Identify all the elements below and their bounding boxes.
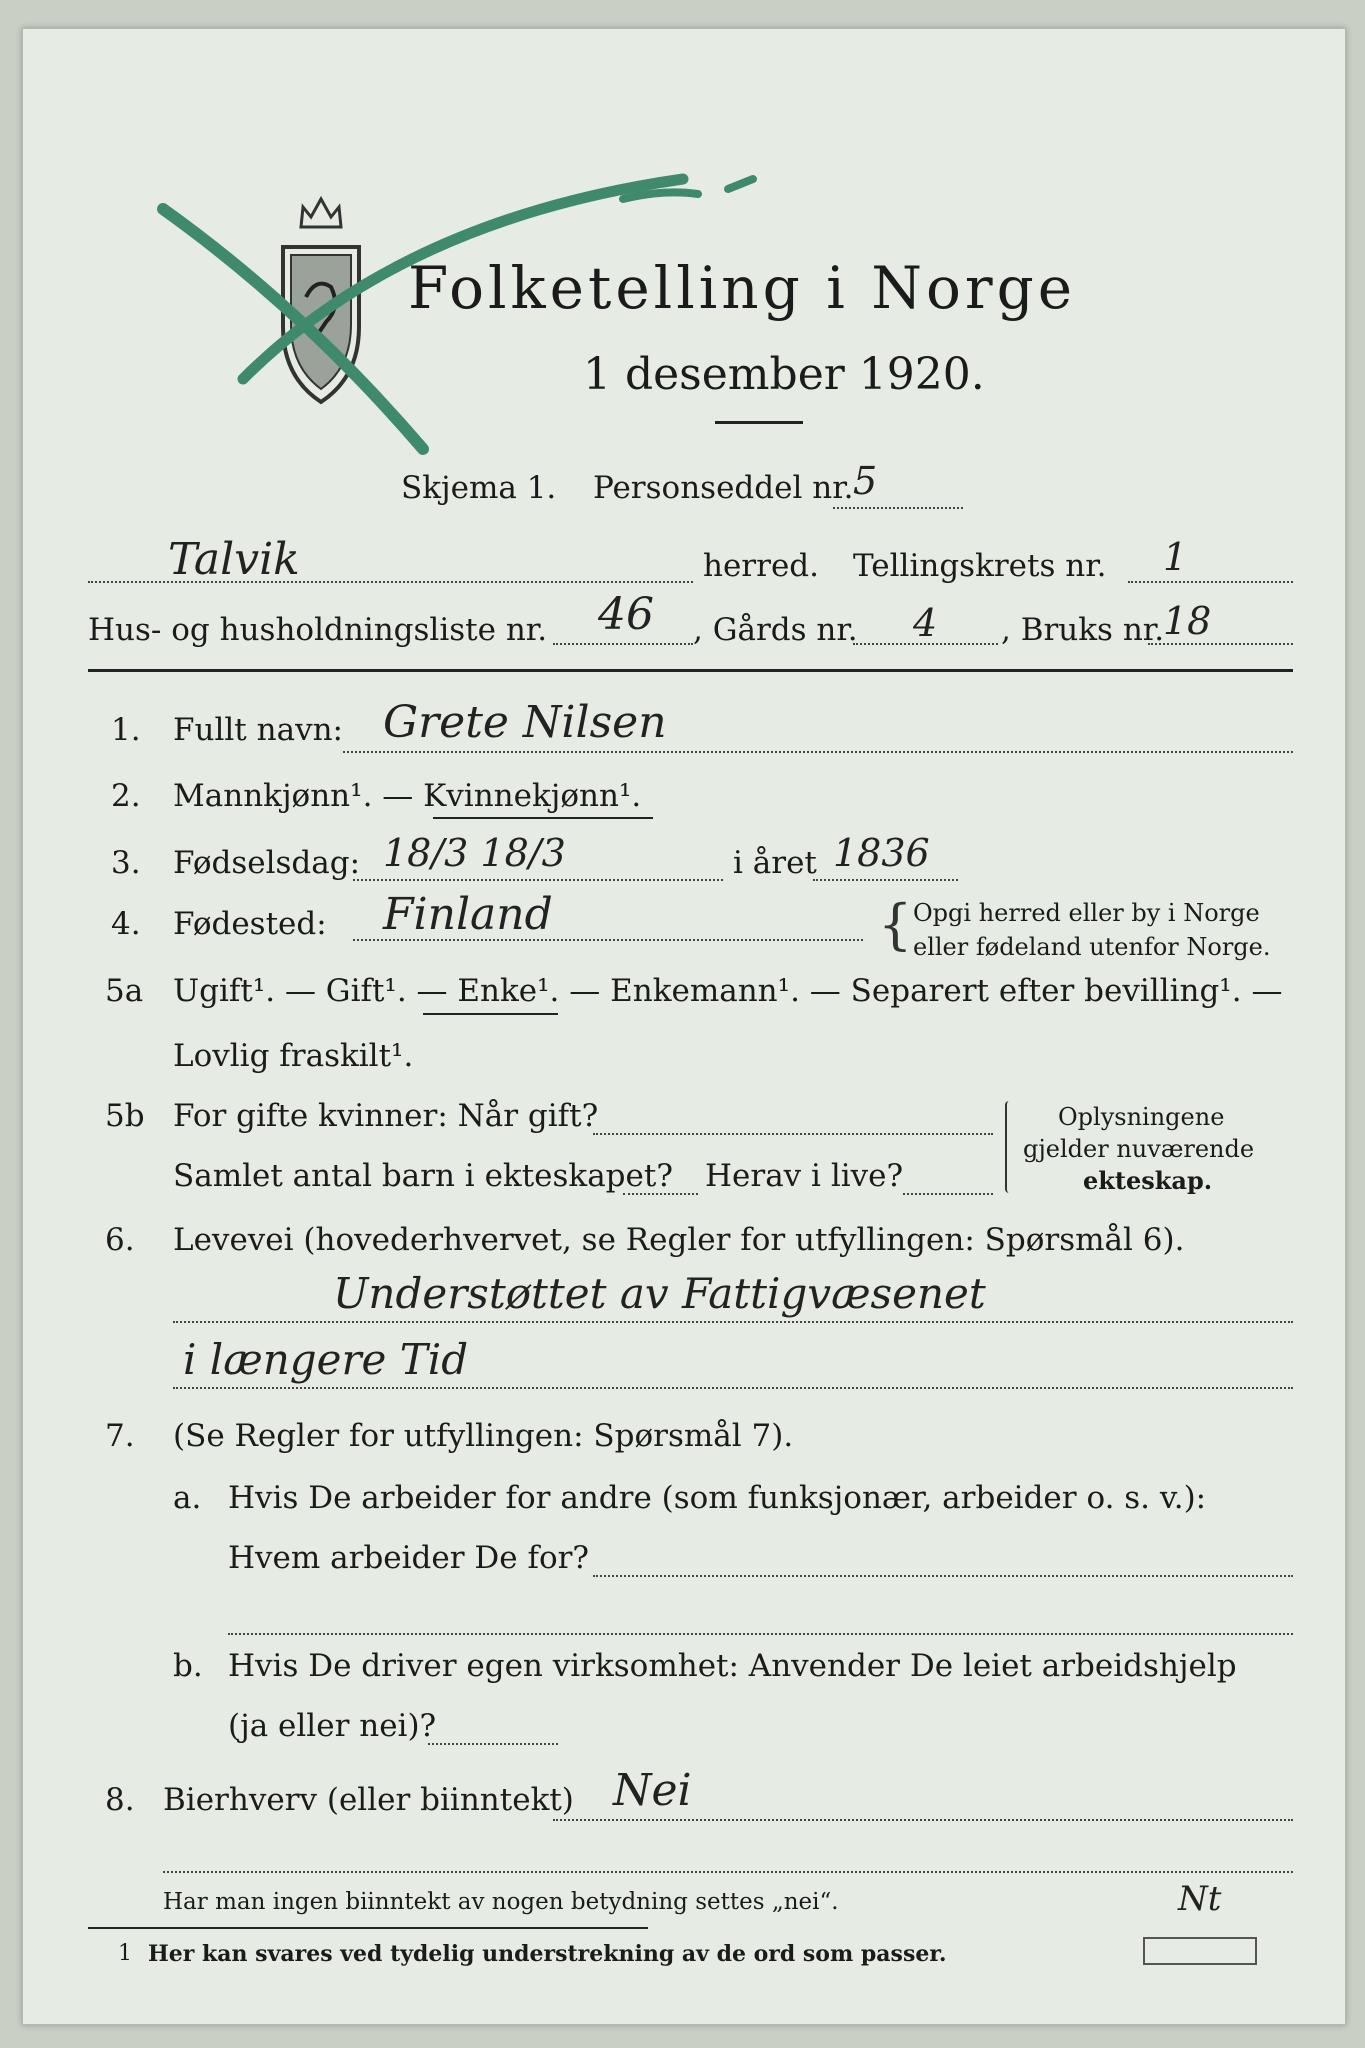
q7b-line1: Hvis De driver egen virksomhet: Anvender De leiet arbeidshjelp [228, 1648, 1237, 1684]
q7a-number: a. [173, 1480, 202, 1516]
form-date: 1 desember 1920. [583, 349, 985, 400]
q6-label: Levevei (hovederhvervet, se Regler for utfyllingen: Spørsmål 6). [173, 1222, 1185, 1258]
q2-label: Mannkjønn¹. — Kvinnekjønn¹. [173, 778, 642, 814]
tellingskrets-value: 1 [1163, 535, 1188, 579]
husliste-line [553, 643, 693, 645]
schema-label: Skjema 1. [401, 470, 557, 506]
q4-note-line1: Opgi herred eller by i Norge [913, 899, 1260, 927]
q3-line [353, 879, 723, 881]
gards-label: , Gårds nr. [693, 612, 858, 648]
q8-value: Nei [613, 1765, 692, 1816]
census-form-sheet [22, 28, 1346, 2025]
q6-number: 6. [105, 1222, 135, 1258]
q7a-field2 [228, 1633, 1293, 1635]
q5a-underline-mark [423, 1013, 558, 1015]
q4-note-line2: eller fødeland utenfor Norge. [913, 933, 1271, 961]
header-divider [88, 669, 1293, 672]
q5a-line1: Ugift¹. — Gift¹. — Enke¹. — Enkemann¹. — Separert efter bevilling¹. — [173, 973, 1283, 1009]
personseddel-value: 5 [853, 459, 878, 503]
q3-year-line [813, 879, 958, 881]
q5b-number: 5b [105, 1098, 145, 1134]
husliste-label: Hus- og husholdningsliste nr. [88, 612, 548, 648]
bruks-label: , Bruks nr. [1001, 612, 1165, 648]
q8-label: Bierhverv (eller biinntekt) [163, 1782, 574, 1818]
printer-stamp [1143, 1937, 1257, 1965]
gards-line [853, 643, 998, 645]
personseddel-label: Personseddel nr. [593, 470, 854, 506]
bruks-value: 18 [1163, 599, 1212, 643]
footer-note: Har man ingen biinntekt av nogen betydning settes „nei“. [163, 1889, 839, 1915]
q2-underline-mark [433, 817, 653, 819]
title-divider [715, 421, 803, 424]
q1-number: 1. [111, 712, 141, 748]
q5b-alive-field [903, 1193, 993, 1195]
gards-value: 4 [913, 601, 938, 645]
q5b-line2: Samlet antal barn i ekteskapet? [173, 1158, 673, 1194]
q2-number: 2. [111, 778, 141, 814]
q1-label: Fullt navn: [173, 712, 343, 748]
personseddel-line [833, 507, 963, 509]
herred-label: herred. [703, 548, 819, 584]
q8-field [553, 1819, 1293, 1821]
q5b-children-field [623, 1193, 698, 1195]
q4-label: Fødested: [173, 906, 327, 942]
q1-value: Grete Nilsen [383, 697, 667, 748]
herred-line [88, 581, 693, 583]
footnote-number: 1 [118, 1941, 132, 1966]
q4-brace-icon: { [878, 893, 913, 956]
q4-line [353, 939, 863, 941]
bruks-line [1148, 643, 1293, 645]
q8-field2 [163, 1871, 1293, 1873]
husliste-value: 46 [598, 589, 654, 640]
tellingskrets-label: Tellingskrets nr. [853, 548, 1107, 584]
q3-year-label: i året [733, 845, 817, 881]
q7b-line2: (ja eller nei)? [228, 1708, 437, 1744]
q7b-field [428, 1743, 558, 1745]
q5b-note-line3: ekteskap. [1083, 1166, 1213, 1195]
q7-label: (Se Regler for utfyllingen: Spørsmål 7). [173, 1418, 794, 1454]
q5a-line2: Lovlig fraskilt¹. [173, 1038, 414, 1074]
q7-number: 7. [105, 1418, 135, 1454]
q3-label: Fødselsdag: [173, 845, 361, 881]
q5b-bracket [1005, 1101, 1013, 1193]
form-title: Folketelling i Norge [408, 254, 1077, 322]
q6-value-line2: i længere Tid [183, 1335, 469, 1384]
tellingskrets-line [1128, 581, 1293, 583]
q7b-number: b. [173, 1648, 203, 1684]
q6-line1 [173, 1321, 1293, 1323]
q5b-line1-field [593, 1133, 993, 1135]
q6-value-line1: Understøttet av Fattigvæsenet [333, 1269, 986, 1318]
footnote-divider [88, 1927, 648, 1929]
q3-number: 3. [111, 845, 141, 881]
q4-number: 4. [111, 906, 141, 942]
q7a-line2: Hvem arbeider De for? [228, 1540, 590, 1576]
q5b-note-line2: gjelder nuværende [1023, 1135, 1255, 1163]
q7a-field [593, 1575, 1293, 1577]
q5b-note-line1: Oplysningene [1058, 1103, 1225, 1131]
q5a-number: 5a [105, 973, 144, 1009]
q4-value: Finland [383, 889, 553, 940]
q1-line [343, 751, 1293, 753]
q6-line2 [173, 1387, 1293, 1389]
footnote-text: Her kan svares ved tydelig understrekning av de ord som passer. [148, 1941, 947, 1967]
q3-value: 18/3 18/3 [383, 831, 566, 875]
q8-number: 8. [105, 1782, 135, 1818]
q5b-line1: For gifte kvinner: Når gift? [173, 1098, 599, 1134]
margin-mark: Nt [1178, 1879, 1222, 1919]
q3-year-value: 1836 [833, 831, 930, 875]
q5b-line2b: Herav i live? [705, 1158, 904, 1194]
herred-value: Talvik [168, 534, 300, 585]
q7a-line1: Hvis De arbeider for andre (som funksjonær, arbeider o. s. v.): [228, 1480, 1207, 1516]
